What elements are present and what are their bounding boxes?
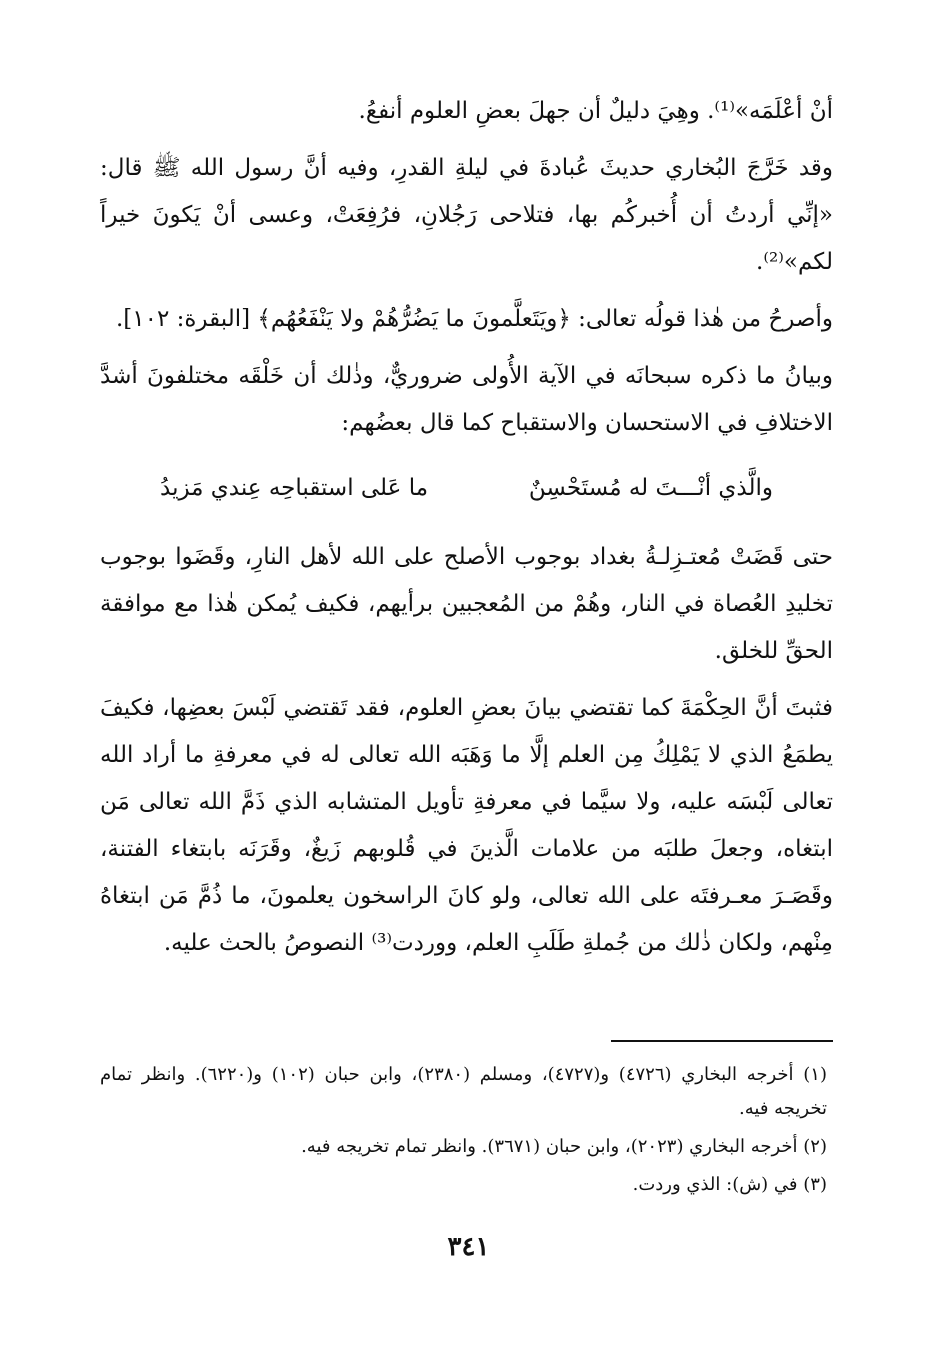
verse-first-hemistich: والَّذي أنْـــتَ له مُستَحْسِنٌ [528,475,773,501]
main-text [100,88,833,967]
paragraph-4: وبيانُ ما ذكره سبحانَه في الآية الأُولى ضروريٌّ، وذٰلك أن خَلْقَه مختلفونَ أشدَّ الاختلافِ في الاستحسان والاستقباح كما قال بعضُهم: [100,363,833,436]
paragraph-2: وقد خَرَّجَ البُخاري حديثَ عُبادةَ في ليلةِ القدرِ، وفيه أنَّ رسول الله ﷺ قال: «إنِّي أردتُ أن أُخبركُم بها، فتلاحى رَجُلانِ، فرُفِعَتْ، وعسى أنْ يَكونَ خيراً لكم»⁽²⁾. [100,155,833,275]
footnotes [100,1058,827,1202]
footnote-2: (٢) أخرجه البخاري (٢٠٢٣)، وابن حبان (٣٦٧١). وانظر تمام تخريجه فيه. [301,1136,827,1157]
verse-second-hemistich: ما عَلى استقباحِه عِندي مَزيدُ [160,475,429,501]
footnote-1: (١) أخرجه البخاري (٤٧٢٦) و(٤٧٢٧)، ومسلم (٢٣٨٠)، وابن حبان (١٠٢) و(٦٢٢٠). وانظر تمام تخريجه فيه. [100,1064,827,1119]
page-number: ٣٤١ [447,1232,490,1262]
paragraph-3: وأصرحُ من هٰذا قولُه تعالى: ﴿ويَتَعلَّمونَ ما يَضُرُّهُمْ ولا يَنْفَعُهُم﴾ [البقرة: ١٠٢]. [115,306,833,332]
paragraph-5: حتى قَضَتْ مُعتـزِلـةُ بغداد بوجوب الأصلح على الله لأهل النارِ، وقَضَوا بوجوب تخليدِ العُصاة في النار، وهُمْ من المُعجبين برأيهم، فكيف يُمكن هٰذا مع موافقة الحقِّ للخلق. [100,544,833,664]
footnote-3: (٣) في (ش): الذي وردت. [632,1174,827,1195]
poetry-verse [100,465,833,512]
paragraph-6: فثبتَ أنَّ الحِكْمَةَ كما تقتضي بيانَ بعضِ العلوم، فقد تَقتضي لَبْسَ بعضِها، فكيفَ يطمَعُ الذي لا يَمْلِكُ مِن العلم إلَّا ما وَهَبَه الله تعالى له في معرفةِ ما أراد الله تعالى لَبْسَه عليه، ولا سيَّما في معرفةِ تأويل المتشابه الذي ذَمَّ الله تعالى مَن ابتغاه، وجعلَ طلبَه من علامات الَّذينَ في قُلوبهم زَيغٌ، وقَرَنَه بابتغاء الفتنة، وقَصَـرَ معـرفتَه على الله تعالى، ولو كانَ الراسخون يعلمونَ، ما ذُمَّ مَن ابتغاهُ مِنْهم، ولكان ذٰلك من جُملةِ طَلَبِ العلم، ووردت⁽³⁾ النصوصُ بالحث عليه. [100,695,833,956]
paragraph-1: أنْ أعْلَمَه»⁽¹⁾. وهِيَ دليلٌ أن جهلَ بعضِ العلوم أنفعُ. [358,98,833,124]
footnote-separator [611,1040,833,1042]
